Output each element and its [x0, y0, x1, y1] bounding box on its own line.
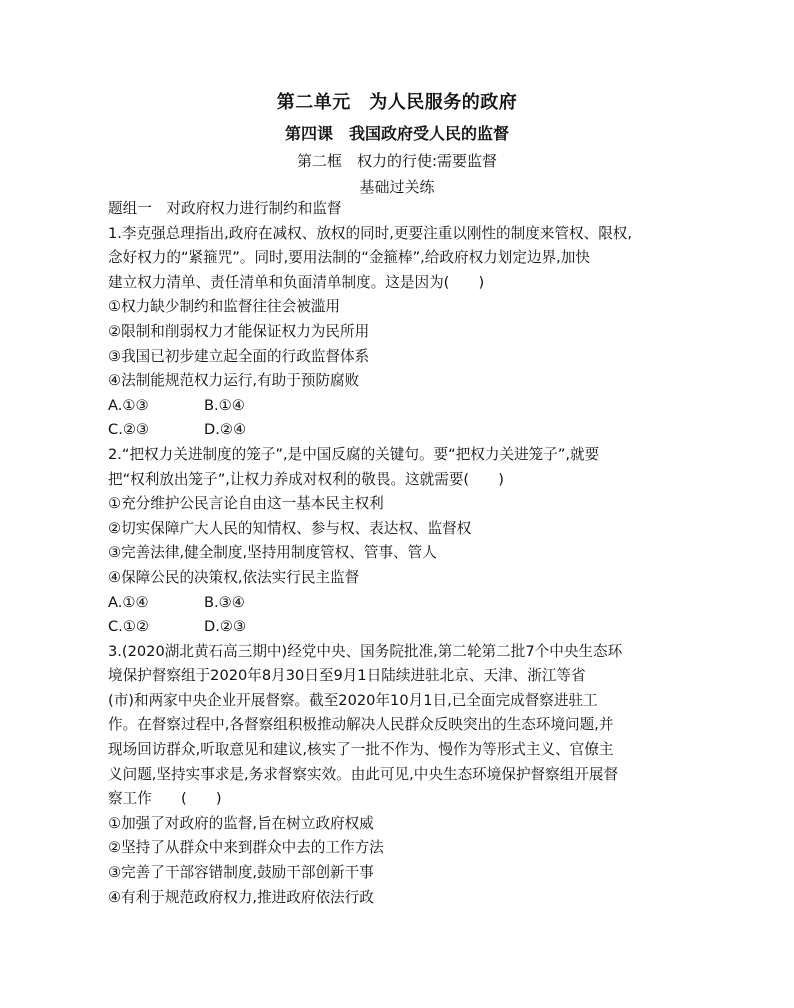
question-stem-line: 3.(2020湖北黄石高三期中)经党中央、国务院批准,第二轮第二批7个中央生态环: [108, 642, 623, 660]
statement-item: ②切实保障广大人民的知情权、参与权、表达权、监督权: [108, 519, 472, 537]
question-stem-line: (市)和两家中央企业开展督察。截至2020年10月1日,已全面完成督察进驻工: [108, 691, 598, 709]
option-a: A.①④: [108, 593, 149, 611]
question-stem-line: 2.“把权力关进制度的笼子”,是中国反腐的关键句。要“把权力关进笼子”,就要: [108, 445, 600, 463]
statement-item: ③完善法律,健全制度,坚持用制度管权、管事、管人: [108, 544, 437, 562]
option-row: [108, 394, 698, 419]
option-row: [108, 591, 698, 616]
question-stem-line: 念好权力的“紧箍咒”。同时,要用法制的“金箍棒”,给政府权力划定边界,加快: [108, 249, 590, 267]
question-stem-line: 境保护督察组于2020年8月30日至9月1日陆续进驻北京、天津、浙江等省: [108, 667, 586, 685]
unit-title: 第二单元 为人民服务的政府: [276, 92, 518, 113]
statement-item: ④法制能规范权力运行,有助于预防腐败: [108, 372, 360, 390]
statement-item: ①充分维护公民言论自由这一基本民主权利: [108, 495, 384, 513]
question-3: [108, 640, 698, 911]
question-1: [108, 222, 698, 443]
practice-title: 基础过关练: [359, 178, 435, 196]
group-heading: 题组一 对政府权力进行制约和监督: [108, 200, 342, 217]
statement-item: ③我国已初步建立起全面的行政监督体系: [108, 347, 370, 365]
section-title: 第二框 权力的行使:需要监督: [296, 152, 498, 170]
statement-item: ②限制和削弱权力才能保证权力为民所用: [108, 322, 370, 340]
question-stem-line: 察工作 ( ): [108, 790, 222, 808]
question-stem-line: 建立权力清单、责任清单和负面清单制度。这是因为( ): [108, 273, 485, 291]
option-d: D.②④: [204, 421, 247, 439]
question-content: [108, 197, 698, 910]
question-stem-line: 义问题,坚持实事求是,务求督察实效。由此可见,中央生态环境保护督察组开展督: [108, 765, 619, 783]
lesson-title: 第四课 我国政府受人民的监督: [284, 124, 509, 143]
option-c: C.②③: [108, 421, 149, 439]
statement-item: ②坚持了从群众中来到群众中去的工作方法: [108, 839, 384, 857]
statement-item: ④有利于规范政府权力,推进政府依法行政: [108, 888, 374, 906]
statement-item: ①权力缺少制约和监督往往会被滥用: [108, 298, 340, 316]
question-stem-line: 把“权利放出笼子”,让权力养成对权利的敬畏。这就需要( ): [108, 470, 504, 488]
question-stem-line: 1.李克强总理指出,政府在减权、放权的同时,更要注重以刚性的制度来管权、限权,: [108, 224, 633, 242]
option-c: C.①②: [108, 618, 149, 636]
question-stem-line: 作。在督察过程中,各督察组积极推动解决人民群众反映突出的生态环境问题,并: [108, 716, 614, 734]
option-a: A.①③: [108, 396, 149, 414]
option-b: B.①④: [204, 396, 245, 414]
statement-item: ③完善了干部容错制度,鼓励干部创新干事: [108, 864, 374, 882]
option-row: [108, 418, 698, 443]
option-b: B.③④: [204, 593, 245, 611]
statement-item: ④保障公民的决策权,依法实行民主监督: [108, 568, 360, 586]
question-2: [108, 443, 698, 640]
option-d: D.②③: [204, 618, 247, 636]
question-stem-line: 现场回访群众,听取意见和建议,核实了一批不作为、慢作为等形式主义、官僚主: [108, 741, 614, 759]
statement-item: ①加强了对政府的监督,旨在树立政府权威: [108, 814, 374, 832]
option-row: [108, 615, 698, 640]
